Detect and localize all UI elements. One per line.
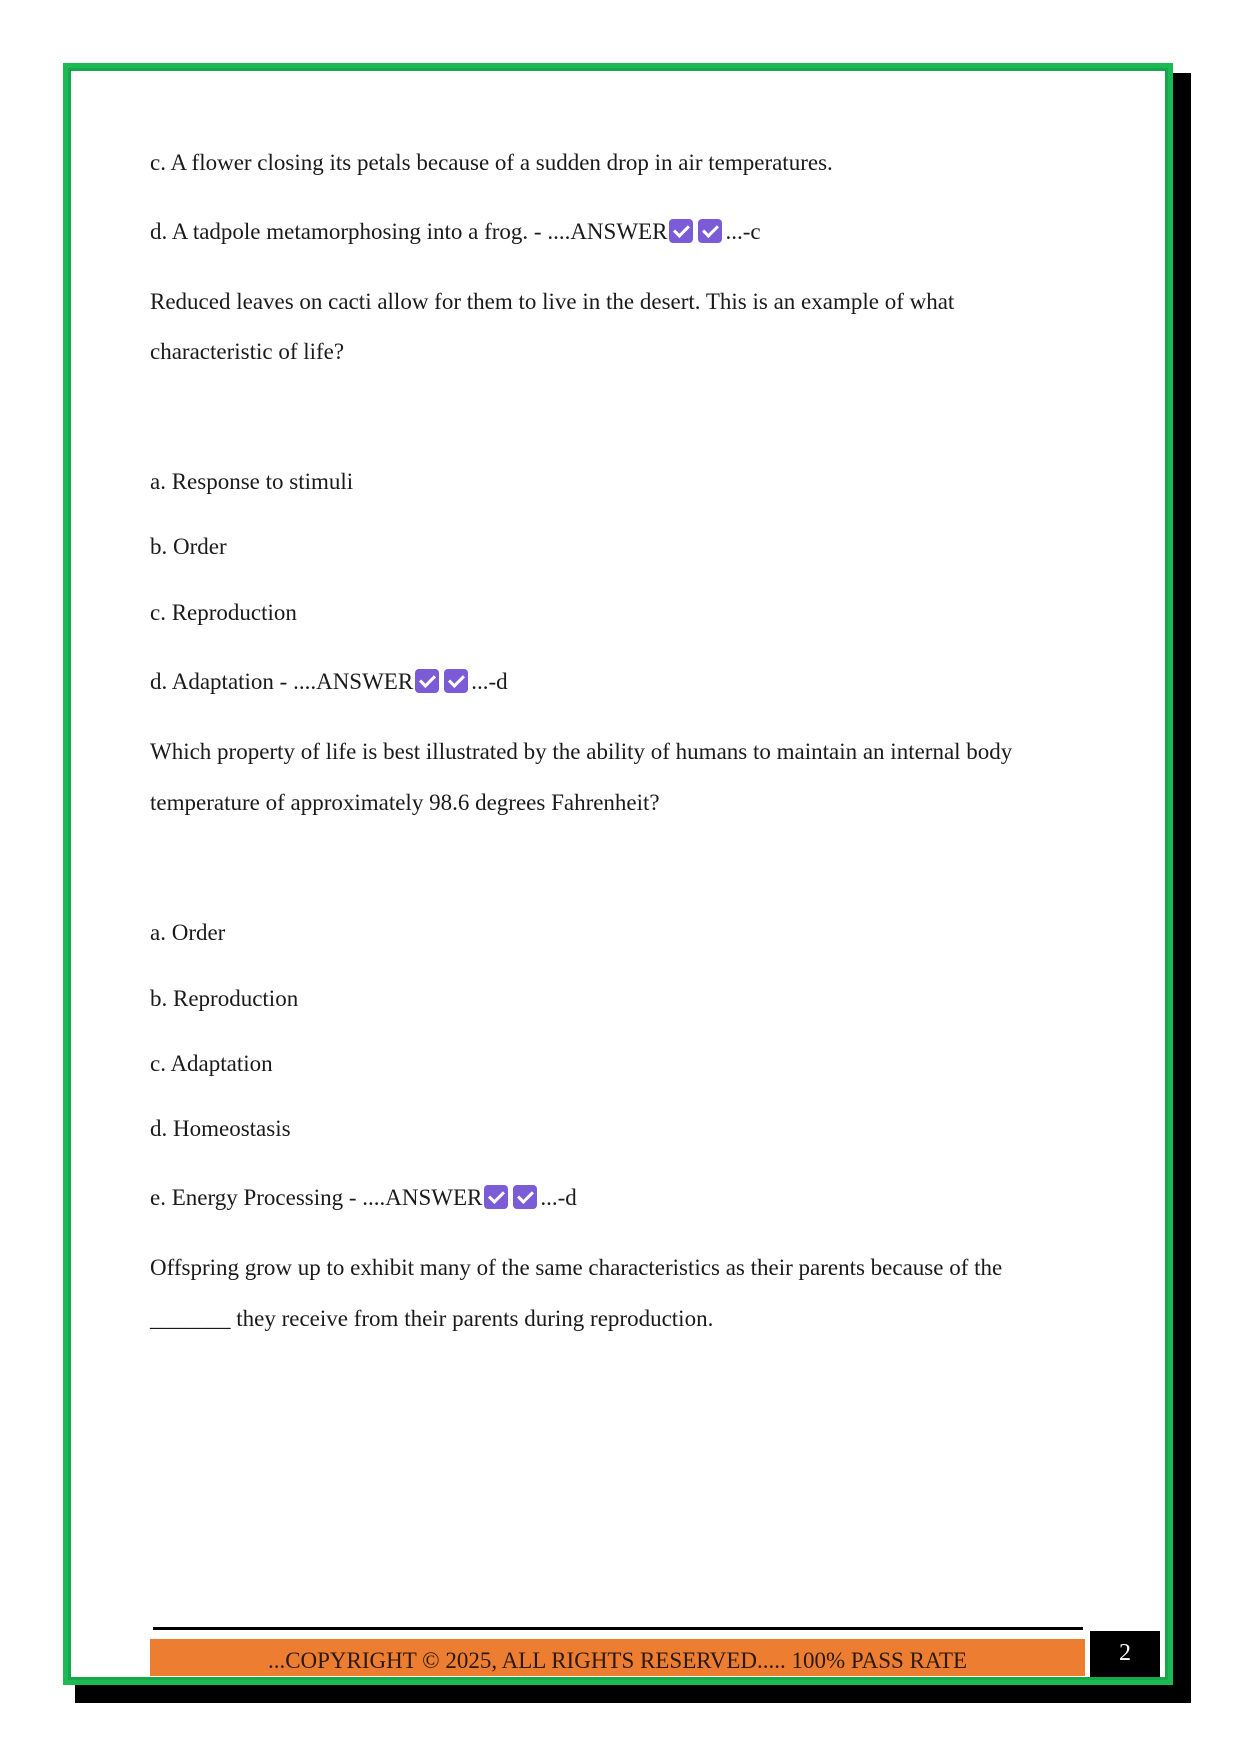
footer-divider bbox=[153, 1627, 1083, 1630]
question-line: Offspring grow up to exhibit many of the same characteristics as their parents because of the bbox=[150, 1255, 1003, 1280]
checkmark-icon bbox=[444, 669, 468, 693]
copyright-text: ...COPYRIGHT © 2025, ALL RIGHTS RESERVED..... 100% PASS RATE bbox=[267, 1648, 968, 1673]
option-line: b. Reproduction bbox=[150, 986, 299, 1011]
checkmark-icon bbox=[669, 219, 693, 243]
question-line: Which property of life is best illustrated by the ability of humans to maintain an internal body bbox=[150, 739, 1013, 764]
option-line: d. Homeostasis bbox=[150, 1116, 291, 1141]
checkmark-icon bbox=[415, 669, 439, 693]
answer-line: d. A tadpole metamorphosing into a frog. - ....ANSWER ...-c bbox=[150, 219, 761, 244]
question-line: characteristic of life? bbox=[150, 339, 345, 364]
checkmark-icon bbox=[513, 1185, 537, 1209]
option-line: c. Reproduction bbox=[150, 600, 297, 625]
option-line: a. Response to stimuli bbox=[150, 469, 354, 494]
answer-line: d. Adaptation - ....ANSWER ...-d bbox=[150, 669, 508, 694]
checkmark-icon bbox=[484, 1185, 508, 1209]
question-line: Reduced leaves on cacti allow for them to live in the desert. This is an example of what bbox=[150, 289, 955, 314]
copyright-footer bbox=[150, 1639, 1085, 1676]
question-line: _______ they receive from their parents during reproduction. bbox=[150, 1306, 714, 1331]
option-line: c. Adaptation bbox=[150, 1051, 273, 1076]
checkmark-icon bbox=[698, 219, 722, 243]
option-line: a. Order bbox=[150, 920, 226, 945]
option-line: b. Order bbox=[150, 534, 227, 559]
answer-line: e. Energy Processing - ....ANSWER ...-d bbox=[150, 1185, 577, 1210]
page-number: 2 bbox=[1090, 1631, 1160, 1677]
option-line: c. A flower closing its petals because of a sudden drop in air temperatures. bbox=[150, 150, 833, 175]
question-line: temperature of approximately 98.6 degrees Fahrenheit? bbox=[150, 790, 660, 815]
